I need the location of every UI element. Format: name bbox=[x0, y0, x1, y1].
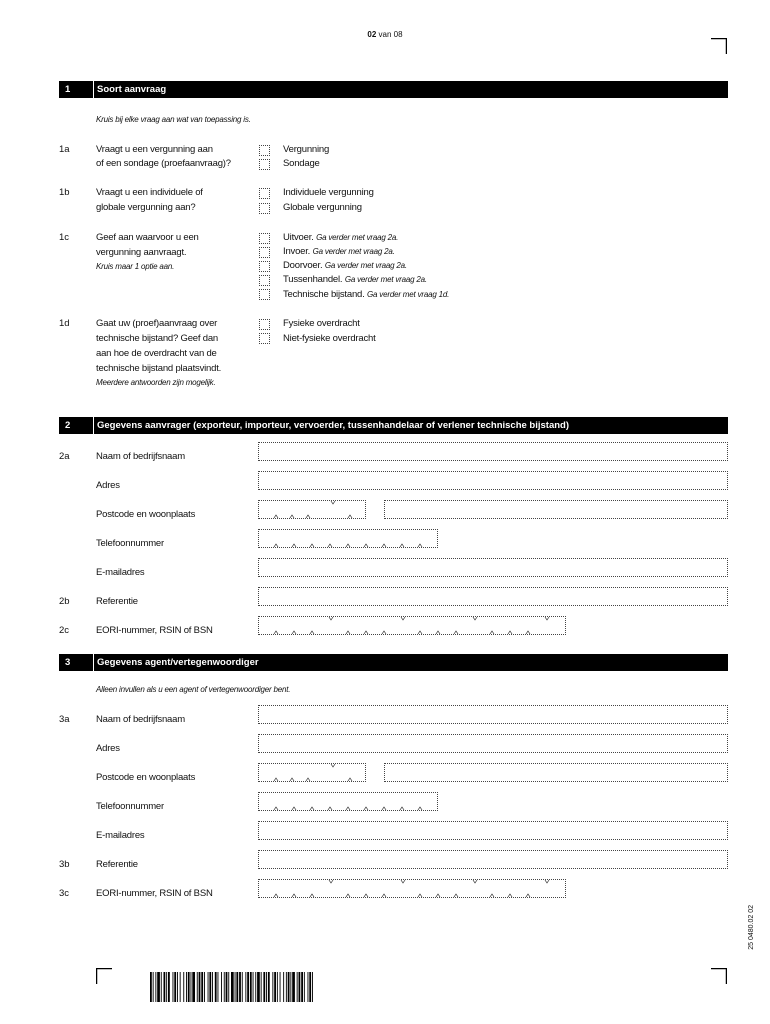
input-eori-agent[interactable] bbox=[258, 879, 566, 898]
comb-marks bbox=[259, 764, 365, 781]
checkbox-vergunning[interactable] bbox=[259, 145, 270, 156]
barcode-bar bbox=[150, 972, 152, 1002]
option-niet-fysieke: Niet-fysieke overdracht bbox=[283, 333, 376, 344]
q2c-number: 2c bbox=[59, 625, 70, 636]
q1b-line1: Vraagt u een individuele of bbox=[96, 187, 203, 198]
barcode-bar bbox=[268, 972, 270, 1002]
corner-mark-bottom-right bbox=[711, 968, 727, 984]
barcode-bar bbox=[235, 972, 236, 1002]
barcode-bar bbox=[209, 972, 211, 1002]
label-postcode-agent: Postcode en woonplaats bbox=[96, 772, 196, 783]
q1d-line2: technische bijstand? Geef dan bbox=[96, 333, 219, 344]
input-adres[interactable] bbox=[258, 471, 728, 490]
section-number: 3 bbox=[65, 657, 71, 668]
barcode-bar bbox=[221, 972, 222, 1002]
input-postcode-agent[interactable] bbox=[258, 763, 366, 782]
section-title: Gegevens aanvrager (exporteur, importeur, vervoerder, tussenhandelaar of verlener technische bijstand) bbox=[97, 420, 570, 431]
barcode-bar bbox=[199, 972, 201, 1002]
barcode-bar bbox=[290, 972, 291, 1002]
label-adres-agent: Adres bbox=[96, 743, 120, 754]
checkbox-sondage[interactable] bbox=[259, 159, 270, 170]
q2a-number: 2a bbox=[59, 451, 70, 462]
label-email: E-mailadres bbox=[96, 567, 145, 578]
q1c-line1: Geef aan waarvoor u een bbox=[96, 232, 199, 243]
corner-mark-bottom-left bbox=[96, 968, 112, 984]
barcode-bar bbox=[180, 972, 181, 1002]
option-uitvoer: Uitvoer. Ga verder met vraag 2a. bbox=[283, 232, 399, 243]
option-invoer: Invoer. Ga verder met vraag 2a. bbox=[283, 246, 395, 257]
section-number: 1 bbox=[65, 84, 71, 95]
barcode-bar bbox=[212, 972, 213, 1002]
barcode-bar bbox=[250, 972, 252, 1002]
comb-marks bbox=[259, 880, 565, 897]
barcode-bar bbox=[188, 972, 190, 1002]
barcode-bar bbox=[242, 972, 243, 1002]
section-title: Gegevens agent/vertegenwoordiger bbox=[97, 657, 259, 668]
checkbox-niet-fysieke[interactable] bbox=[259, 333, 270, 344]
barcode-bar bbox=[263, 972, 265, 1002]
barcode-bar bbox=[257, 972, 260, 1002]
barcode-bar bbox=[218, 972, 219, 1002]
input-email[interactable] bbox=[258, 558, 728, 577]
q3c-number: 3c bbox=[59, 888, 70, 899]
q3b-number: 3b bbox=[59, 859, 70, 870]
section-3-intro: Alleen invullen als u een agent of vertegenwoordiger bent. bbox=[96, 685, 291, 694]
barcode-bar bbox=[247, 972, 249, 1002]
section-3-header bbox=[59, 654, 728, 671]
input-naam-agent[interactable] bbox=[258, 705, 728, 724]
barcode-bar bbox=[301, 972, 303, 1002]
barcode-bar bbox=[166, 972, 167, 1002]
label-eori-agent: EORI-nummer, RSIN of BSN bbox=[96, 888, 213, 899]
barcode-bar bbox=[183, 972, 184, 1002]
barcode-bar bbox=[191, 972, 192, 1002]
option-tussenhandel: Tussenhandel. Ga verder met vraag 2a. bbox=[283, 274, 427, 285]
barcode-bar bbox=[192, 972, 195, 1002]
comb-marks bbox=[259, 530, 437, 547]
barcode-bar bbox=[274, 972, 276, 1002]
barcode-bar bbox=[228, 972, 229, 1002]
barcode-bar bbox=[280, 972, 281, 1002]
page-of: van 08 bbox=[378, 30, 403, 39]
section-1-intro: Kruis bij elke vraag aan wat van toepassing is. bbox=[96, 115, 251, 124]
barcode-bar bbox=[272, 972, 273, 1002]
q1b-line2: globale vergunning aan? bbox=[96, 202, 196, 213]
barcode-bar bbox=[153, 972, 154, 1002]
q1a-number: 1a bbox=[59, 144, 70, 155]
q1b-number: 1b bbox=[59, 187, 70, 198]
form-serial: 25 0480.02 02 bbox=[748, 905, 755, 950]
barcode-bar bbox=[197, 972, 198, 1002]
page-current: 02 bbox=[367, 30, 377, 39]
barcode bbox=[150, 972, 316, 1002]
q1d-line4: technische bijstand plaatsvindt. bbox=[96, 363, 222, 374]
section-2-header bbox=[59, 417, 728, 434]
barcode-bar bbox=[157, 972, 160, 1002]
barcode-bar bbox=[304, 972, 305, 1002]
barcode-bar bbox=[312, 972, 313, 1002]
input-telefoon-agent[interactable] bbox=[258, 792, 438, 811]
q2b-number: 2b bbox=[59, 596, 70, 607]
barcode-bar bbox=[266, 972, 267, 1002]
q1a-line1: Vraagt u een vergunning aan bbox=[96, 144, 213, 155]
barcode-bar bbox=[201, 972, 203, 1002]
label-postcode: Postcode en woonplaats bbox=[96, 509, 196, 520]
q1a-line2: of een sondage (proefaanvraag)? bbox=[96, 158, 231, 169]
barcode-bar bbox=[168, 972, 170, 1002]
section-number: 2 bbox=[65, 420, 71, 431]
q3a-number: 3a bbox=[59, 714, 70, 725]
input-adres-agent[interactable] bbox=[258, 734, 728, 753]
label-naam-agent: Naam of bedrijfsnaam bbox=[96, 714, 185, 725]
checkbox-individuele[interactable] bbox=[259, 188, 270, 199]
barcode-bar bbox=[186, 972, 187, 1002]
q1d-line1: Gaat uw (proef)aanvraag over bbox=[96, 318, 218, 329]
barcode-bar bbox=[277, 972, 278, 1002]
section-title: Soort aanvraag bbox=[97, 84, 167, 95]
option-globale: Globale vergunning bbox=[283, 202, 362, 213]
checkbox-uitvoer[interactable] bbox=[259, 233, 270, 244]
barcode-bar bbox=[215, 972, 217, 1002]
option-technische-bijstand: Technische bijstand. Ga verder met vraag 1d. bbox=[283, 289, 450, 300]
label-referentie-agent: Referentie bbox=[96, 859, 138, 870]
page-indicator bbox=[0, 30, 770, 39]
section-1-header bbox=[59, 81, 728, 98]
checkbox-tussenhandel[interactable] bbox=[259, 275, 270, 286]
barcode-bar bbox=[255, 972, 256, 1002]
q1c-line3: Kruis maar 1 optie aan. bbox=[96, 262, 175, 271]
barcode-bar bbox=[308, 972, 309, 1002]
barcode-bar bbox=[177, 972, 178, 1002]
corner-mark-top-right bbox=[711, 38, 727, 54]
barcode-bar bbox=[208, 972, 209, 1002]
label-naam: Naam of bedrijfsnaam bbox=[96, 451, 185, 462]
checkbox-globale[interactable] bbox=[259, 203, 270, 214]
input-naam[interactable] bbox=[258, 442, 728, 461]
barcode-bar bbox=[309, 972, 311, 1002]
comb-marks bbox=[259, 617, 565, 634]
barcode-bar bbox=[226, 972, 228, 1002]
input-woonplaats[interactable] bbox=[384, 500, 728, 519]
barcode-bar bbox=[236, 972, 238, 1002]
option-vergunning: Vergunning bbox=[283, 144, 330, 155]
option-fysieke: Fysieke overdracht bbox=[283, 318, 360, 329]
comb-marks bbox=[259, 501, 365, 518]
label-email-agent: E-mailadres bbox=[96, 830, 145, 841]
barcode-bar bbox=[299, 972, 301, 1002]
barcode-bar bbox=[155, 972, 156, 1002]
q1c-number: 1c bbox=[59, 232, 70, 243]
label-telefoon-agent: Telefoonnummer bbox=[96, 801, 164, 812]
barcode-bar bbox=[204, 972, 205, 1002]
barcode-bar bbox=[297, 972, 298, 1002]
barcode-bar bbox=[253, 972, 254, 1002]
checkbox-doorvoer[interactable] bbox=[259, 261, 270, 272]
barcode-bar bbox=[164, 972, 166, 1002]
label-telefoon: Telefoonnummer bbox=[96, 538, 164, 549]
barcode-bar bbox=[288, 972, 290, 1002]
checkbox-fysieke[interactable] bbox=[259, 319, 270, 330]
barcode-bar bbox=[239, 972, 241, 1002]
q1c-line2: vergunning aanvraagt. bbox=[96, 247, 187, 258]
input-referentie-agent[interactable] bbox=[258, 850, 728, 869]
barcode-bar bbox=[174, 972, 176, 1002]
label-eori: EORI-nummer, RSIN of BSN bbox=[96, 625, 213, 636]
q1d-number: 1d bbox=[59, 318, 70, 329]
checkbox-invoer[interactable] bbox=[259, 247, 270, 258]
input-email-agent[interactable] bbox=[258, 821, 728, 840]
input-telefoon[interactable] bbox=[258, 529, 438, 548]
q1d-line5: Meerdere antwoorden zijn mogelijk. bbox=[96, 378, 216, 387]
barcode-bar bbox=[286, 972, 287, 1002]
barcode-bar bbox=[245, 972, 246, 1002]
barcode-bar bbox=[292, 972, 295, 1002]
input-woonplaats-agent[interactable] bbox=[384, 763, 728, 782]
comb-marks bbox=[259, 793, 437, 810]
option-individuele: Individuele vergunning bbox=[283, 187, 374, 198]
barcode-bar bbox=[283, 972, 284, 1002]
barcode-bar bbox=[261, 972, 262, 1002]
input-eori[interactable] bbox=[258, 616, 566, 635]
option-doorvoer: Doorvoer. Ga verder met vraag 2a. bbox=[283, 260, 407, 271]
barcode-bar bbox=[173, 972, 174, 1002]
barcode-bar bbox=[161, 972, 162, 1002]
q1d-line3: aan hoe de overdracht van de bbox=[96, 348, 217, 359]
input-referentie[interactable] bbox=[258, 587, 728, 606]
checkbox-technische-bijstand[interactable] bbox=[259, 289, 270, 300]
input-postcode[interactable] bbox=[258, 500, 366, 519]
label-referentie: Referentie bbox=[96, 596, 138, 607]
option-sondage: Sondage bbox=[283, 158, 320, 169]
barcode-bar bbox=[224, 972, 225, 1002]
barcode-bar bbox=[231, 972, 234, 1002]
label-adres: Adres bbox=[96, 480, 120, 491]
